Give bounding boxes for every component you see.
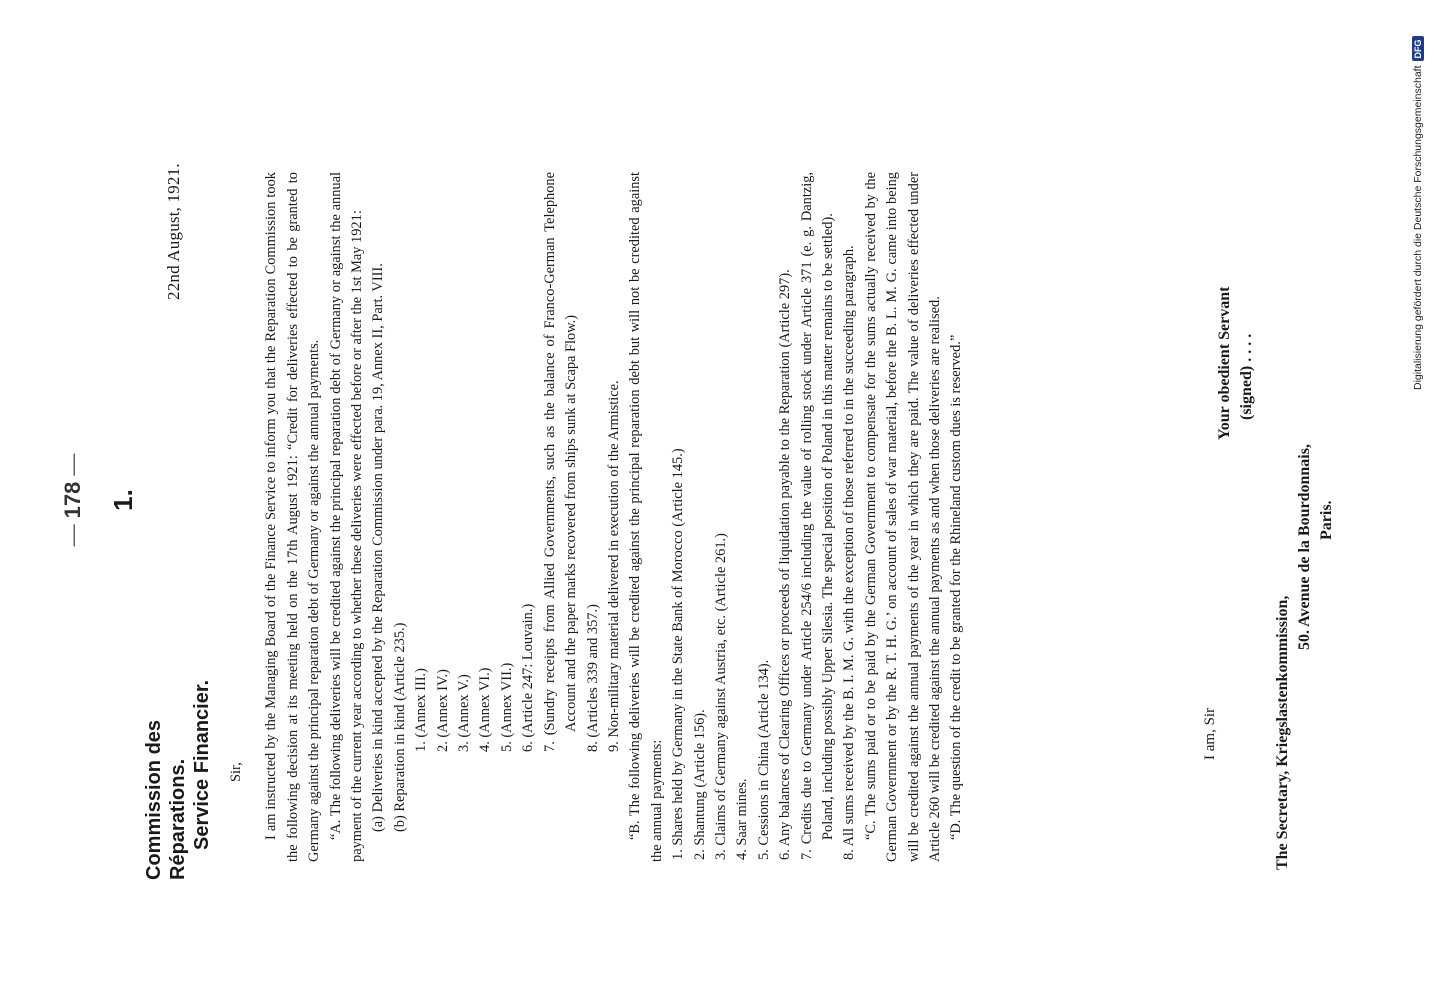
- recipient-address: [1272, 170, 1338, 870]
- paragraph-b: “B. The following deliveries will be credited against the principal reparation debt but will not be credited against the annual payments:: [627, 172, 665, 862]
- list-item: 8. (Articles 339 and 357.): [584, 604, 601, 752]
- list-item: 4. (Annex VI.): [477, 667, 494, 752]
- list-item: 8. All sums received by the B. I. M. G. with the exception of those referred to in the succeeding paragraph.: [841, 245, 858, 860]
- recipient-name: The Secretary, Kriegslastenkommission,: [1274, 595, 1291, 870]
- list-item: 7. Credits due to Germany under Article 254/6 including the value of rolling stock under Article 371 (e. g. Dantzig, Poland, including possibly Upper Silesia. The special position of Poland in this matter remains to be settled).: [798, 172, 836, 860]
- dfg-logo: DFG: [1412, 36, 1424, 61]
- list-item: 4. Saar mines.: [734, 778, 751, 860]
- list-item: 1. (Annex III.): [413, 668, 430, 752]
- digitization-credit: [1405, 0, 1434, 400]
- list-item: 3. Claims of Germany against Austria, etc. (Article 261.): [712, 533, 729, 860]
- page-number: — 178 —: [60, 440, 86, 560]
- paragraph-d: “D. The question of the credit to be granted for the Rhineland custom dues is reserved.”: [948, 334, 965, 840]
- list-item: 7. (Sundry receipts from Allied Governments, such as the balance of Franco-German Telephone Account and the paper marks recovered from ships sunk at Scapa Flow.): [541, 172, 580, 752]
- signature-block: [1214, 160, 1258, 440]
- list-item: (b) Reparation in kind (Article 235.): [391, 622, 408, 832]
- recipient-street: 50. Avenue de la Bourdonnais,: [1296, 444, 1313, 650]
- list-item: 5. (Annex VII.): [498, 662, 515, 752]
- closing-line: I am, Sir: [1202, 707, 1218, 760]
- signed-line: (signed) . . . .: [1238, 333, 1255, 420]
- paragraph-intro: I am instructed by the Managing Board of the Finance Service to inform you that the Reparation Commission took the following decision at its meeting held on the 17th August 1921: “Credit for deliveries effected to be granted to Germany against the principal reparation debt of Germany or against the annual payments.: [263, 172, 323, 862]
- list-item: (a) Deliveries in kind accepted by the Reparation Commission under para. 19, Annex II, Part. VIII.: [370, 263, 387, 832]
- list-item: 6. Any balances of Clearing Offices or proceeds of liquidation payable to the Reparation (Article 297).: [777, 269, 794, 860]
- salutation: Sir,: [228, 762, 244, 782]
- obedient-servant: Your obedient Servant: [1216, 286, 1233, 440]
- letterhead: [142, 620, 214, 880]
- paragraph-a: “A. The following deliveries will be credited against the principal reparation debt of Germany or against the annual payment of the current year according to whether these deliveries were effected before or after the 1st May 1921:: [327, 172, 366, 862]
- list-item: 2. (Annex IV.): [434, 669, 451, 752]
- section-number: 1.: [108, 489, 138, 511]
- recipient-city: Paris.: [1318, 500, 1335, 540]
- list-item: 5. Cessions in China (Article 134).: [755, 659, 772, 860]
- letter-date: 22nd August, 1921.: [164, 163, 183, 300]
- letterhead-line1: Commission des Réparations.: [143, 719, 189, 880]
- list-item: 3. (Annex V.): [456, 674, 473, 752]
- list-item: 9. Non-military material delivered in execution of the Armistice.: [605, 380, 622, 752]
- letterhead-line2: Service Financier.: [191, 679, 213, 850]
- credit-text: Digitalisierung gefördert durch die Deutsche Forschungsgemeinschaft: [1412, 65, 1424, 390]
- paragraph-c: “C. The sums paid or to be paid by the German Government to compensate for the sums actually received by the German Government or by the R. T. H. G.’ on account of sales of war material, before the B. L. M. G. came into being will be credited against the annual payments of the year in which they are paid. The value of deliveries effected under Article 260 will be credited against the annual payments as and when those deliveries are realised.: [862, 172, 943, 862]
- list-item: 2. Shantung (Article 156).: [691, 709, 708, 860]
- list-item: 6. (Article 247: Louvain.): [520, 603, 537, 752]
- list-item: 1. Shares held by Germany in the State Bank of Morocco (Article 145.): [670, 448, 687, 860]
- letter-body: [226, 172, 968, 862]
